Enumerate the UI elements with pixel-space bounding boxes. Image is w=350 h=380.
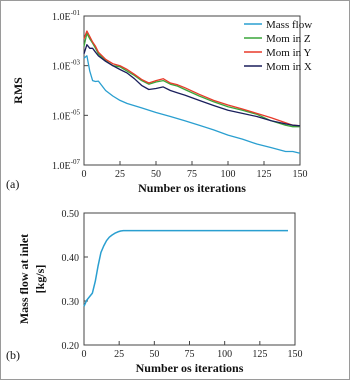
panel-a-y-tick-mantissa: 1.0E xyxy=(52,111,71,123)
panel-b-y-axis-label-line1: Mass flow at inlet xyxy=(17,233,31,325)
panel-a-y-tick-mantissa: 1.0E xyxy=(52,12,71,23)
panel-a-y-tick-mantissa: 1.0E xyxy=(52,61,71,73)
panel-a-x-tick-label: 125 xyxy=(256,169,272,180)
panel-a-y-tick-label xyxy=(52,108,80,122)
panel-b-x-tick-label: 0 xyxy=(81,349,87,360)
panel-b-x-tick-label: 125 xyxy=(252,349,268,360)
panel-b-x-tick-label: 25 xyxy=(114,349,125,360)
panel-a-x-axis-label: Number os iterations xyxy=(138,181,246,195)
panel-a-y-tick-exponent: -01 xyxy=(70,9,80,17)
panel-b-x-tick-label: 75 xyxy=(184,349,195,360)
panel-a-y-tick-label xyxy=(52,9,80,23)
panel-a-x-tick-label: 25 xyxy=(115,169,125,180)
panel-a-x-tick-label: 75 xyxy=(187,169,197,180)
panel-b-series-line-0 xyxy=(84,231,288,307)
panel-b-x-axis-label: Number os iterations xyxy=(135,361,244,375)
panel-b-y-tick-label: 0.20 xyxy=(61,341,79,352)
panel-a-y-tick-exponent: -03 xyxy=(70,58,80,67)
panel-b-x-tick-label: 150 xyxy=(287,349,303,360)
panel-a-legend-label-2: Mom in Y xyxy=(266,47,312,59)
panel-b-y-tick-label: 0.30 xyxy=(61,297,79,308)
panel-a-y-tick-exponent: -05 xyxy=(70,108,80,117)
panel-b-x-tick-label: 50 xyxy=(149,349,160,360)
panel-a-x-tick-label: 50 xyxy=(151,169,161,180)
panel-a-y-tick-label xyxy=(52,158,80,172)
panel-b-x-tick-label: 100 xyxy=(217,349,233,360)
panel-a-y-axis-label: RMS xyxy=(11,77,25,104)
panel-a-legend-label-0: Mass flow xyxy=(266,19,313,31)
panel-a-x-tick-label: 100 xyxy=(220,169,236,180)
panel-a-y-tick-label xyxy=(52,59,80,73)
panel-a-legend-label-1: Mom in Z xyxy=(266,33,311,45)
panel-a-legend-label-3: Mom in X xyxy=(266,61,312,73)
panel-a-label: (a) xyxy=(6,177,20,191)
panel-a-x-tick-label: 150 xyxy=(292,169,308,180)
panel-b-y-tick-label: 0.50 xyxy=(61,209,79,220)
panel-b-y-tick-label: 0.40 xyxy=(61,253,79,264)
panel-a-x-tick-label: 0 xyxy=(81,169,87,180)
panel-a-y-tick-mantissa: 1.0E xyxy=(52,161,71,172)
panel-b-y-axis-label-line2: [kg/s] xyxy=(33,264,47,294)
panel-a-y-tick-exponent: -07 xyxy=(70,158,80,166)
panel-b-label: (b) xyxy=(6,348,20,362)
panel-a-series-line-2 xyxy=(84,31,300,126)
